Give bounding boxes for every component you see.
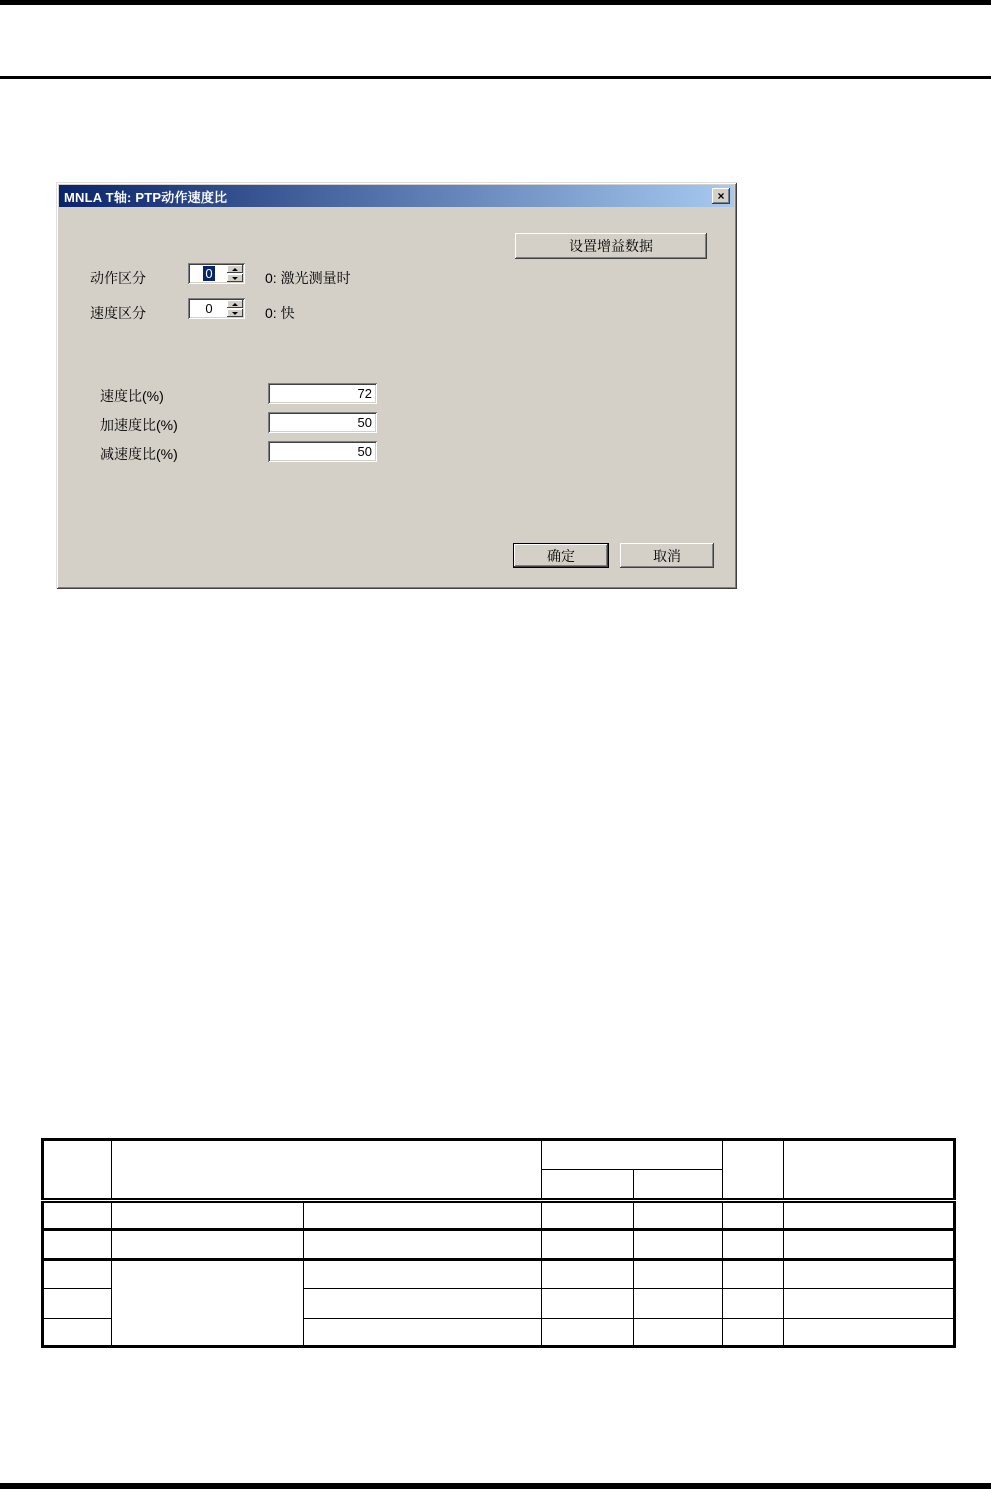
table-cell [112,1201,304,1230]
table-header-cell [112,1140,542,1201]
speed-ratio-input[interactable] [268,383,377,404]
dialog-window [56,182,737,589]
close-icon: × [717,189,725,203]
table-cell [542,1230,634,1260]
cancel-button[interactable]: 取消 [620,543,714,568]
deceleration-ratio-input[interactable] [268,441,377,462]
table-cell [784,1230,955,1260]
table-cell [542,1319,634,1347]
action-category-spin-up-button[interactable] [227,265,243,273]
acceleration-ratio-label: 加速度比(%) [100,417,178,433]
table-cell [634,1201,723,1230]
action-category-spinner[interactable] [188,263,245,284]
table-cell [112,1230,304,1260]
set-gain-data-button[interactable]: 设置增益数据 [515,233,707,259]
table-cell [784,1319,955,1347]
top-rule [0,0,991,5]
table-cell [43,1230,112,1260]
close-button[interactable] [712,188,730,204]
table-cell [43,1201,112,1230]
table-cell [723,1260,784,1289]
table-cell [634,1230,723,1260]
table-cell [304,1289,542,1319]
dialog-title: MNLA T轴: PTP动作速度比 [64,189,228,205]
speed-category-label: 速度区分 [90,305,146,321]
table-cell [634,1289,723,1319]
table-cell [723,1319,784,1347]
table-header-cell [723,1140,784,1201]
speed-category-spinner[interactable] [188,298,245,319]
spinner-down-icon [232,312,238,315]
action-category-spin-down-button[interactable] [227,274,243,282]
table-cell [304,1201,542,1230]
table-cell [634,1319,723,1347]
spinner-down-icon [232,277,238,280]
acceleration-ratio-input[interactable] [268,412,377,433]
speed-ratio-label: 速度比(%) [100,388,164,404]
table-cell [784,1201,955,1230]
table-cell [784,1289,955,1319]
table-merged-cell [112,1260,304,1347]
header-rule [0,76,991,79]
table-cell [784,1260,955,1289]
action-category-value[interactable]: 0 [205,266,213,281]
table-cell [304,1260,542,1289]
table-header-subcell [542,1170,634,1201]
table-header-group-cell [542,1140,723,1170]
table-header-cell [784,1140,955,1201]
table-cell [43,1260,112,1289]
speed-category-value[interactable]: 0 [205,301,213,316]
speed-category-description: 0: 快 [265,305,295,321]
table-header-cell [43,1140,112,1201]
speed-category-spin-up-button[interactable] [227,300,243,308]
table-cell [542,1201,634,1230]
table-cell [304,1319,542,1347]
parameters-table [41,1138,956,1348]
spinner-up-icon [232,268,238,271]
table-cell [542,1289,634,1319]
table-cell [723,1289,784,1319]
action-category-label: 动作区分 [90,270,146,286]
speed-category-spin-down-button[interactable] [227,309,243,317]
table-cell [634,1260,723,1289]
table-cell [43,1319,112,1347]
deceleration-ratio-label: 减速度比(%) [100,446,178,462]
dialog-titlebar[interactable] [59,185,734,207]
table-cell [542,1260,634,1289]
table-cell [723,1201,784,1230]
table-cell [723,1230,784,1260]
spinner-up-icon [232,303,238,306]
table-header-subcell [634,1170,723,1201]
action-category-description: 0: 激光测量时 [265,270,351,286]
ok-button[interactable]: 确定 [513,543,609,568]
table-cell [43,1289,112,1319]
footer-rule [0,1483,991,1489]
table-cell [304,1230,542,1260]
